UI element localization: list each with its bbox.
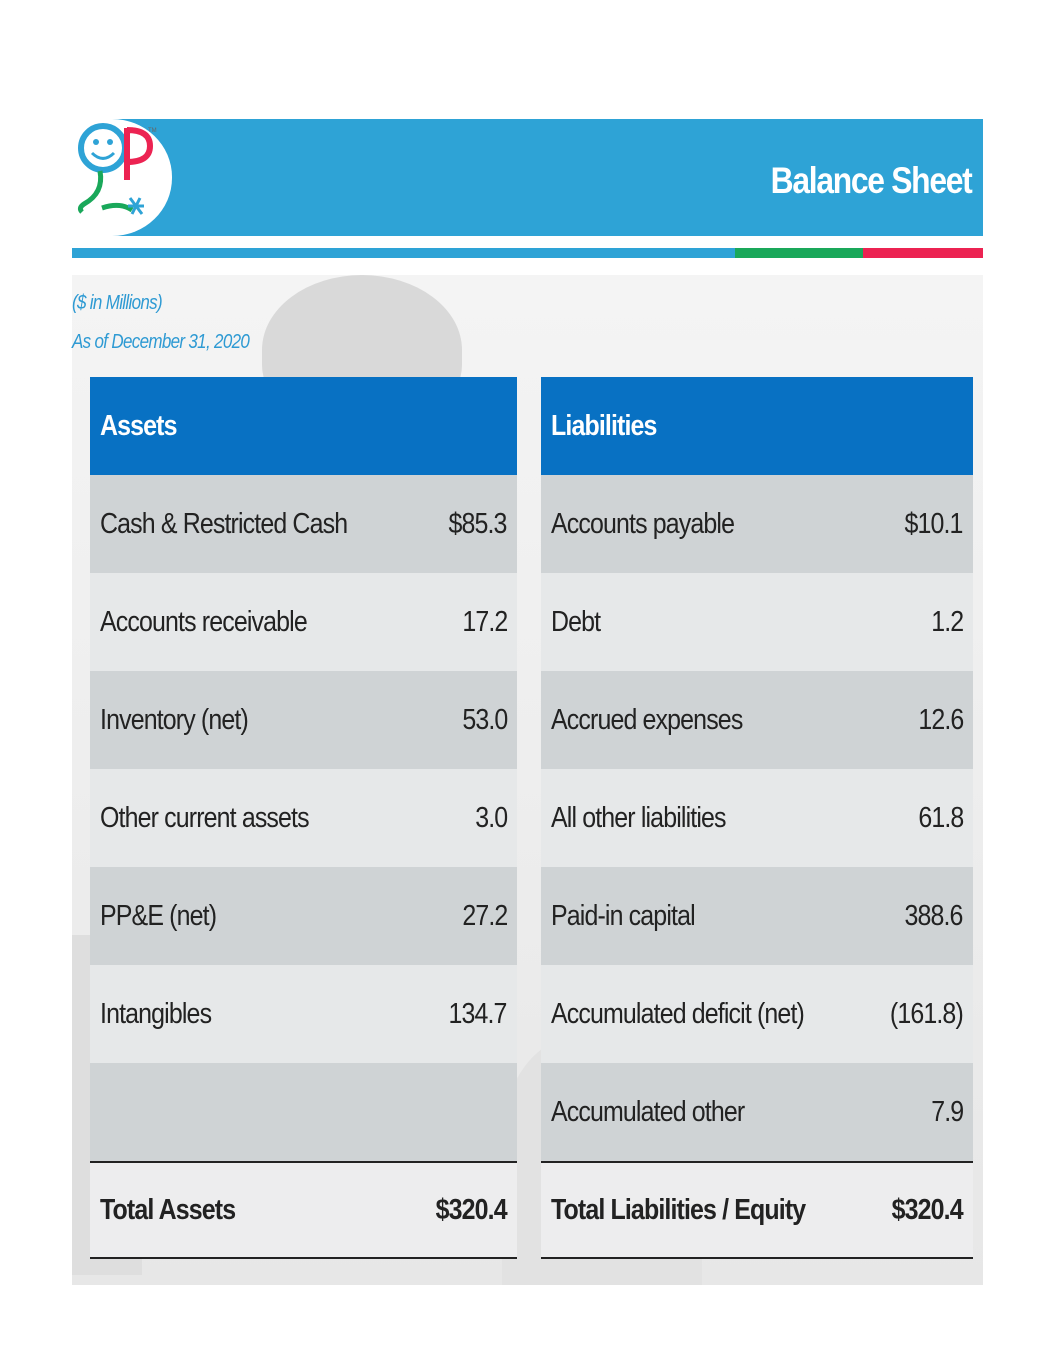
liabilities-table — [541, 377, 973, 1259]
row-label: Accumulated other — [551, 1095, 745, 1128]
table-row — [541, 965, 973, 1063]
row-label: Cash & Restricted Cash — [100, 507, 348, 540]
as-of-date: As of December 31, 2020 — [72, 331, 250, 353]
row-value: 12.6 — [917, 703, 963, 736]
total-row — [90, 1161, 517, 1259]
smiley-p-logo-icon — [70, 118, 160, 236]
units-note: ($ in Millions) — [72, 292, 162, 314]
total-value: $320.4 — [891, 1193, 963, 1226]
table-row — [90, 867, 517, 965]
table-row — [541, 475, 973, 573]
accent-rule-blue — [72, 248, 735, 258]
row-value: $85.3 — [448, 507, 507, 540]
table-row — [90, 475, 517, 573]
row-label: Accounts payable — [551, 507, 735, 540]
table-row — [541, 769, 973, 867]
row-value: 1.2 — [930, 605, 963, 638]
row-label: All other liabilities — [551, 801, 726, 834]
row-label: PP&E (net) — [100, 899, 217, 932]
table-row — [90, 573, 517, 671]
liabilities-header-label: Liabilities — [551, 409, 657, 442]
total-label: Total Liabilities / Equity — [551, 1193, 806, 1226]
assets-table — [90, 377, 517, 1259]
total-value: $320.4 — [435, 1193, 507, 1226]
row-label: Other current assets — [100, 801, 309, 834]
row-label: Accounts receivable — [100, 605, 307, 638]
row-value: 53.0 — [461, 703, 507, 736]
row-value: 27.2 — [461, 899, 507, 932]
page-title: Balance Sheet — [770, 160, 971, 201]
row-value: 388.6 — [904, 899, 963, 932]
liabilities-header — [541, 377, 973, 475]
row-label: Intangibles — [100, 997, 212, 1030]
row-label: Accrued expenses — [551, 703, 743, 736]
row-value: (161.8) — [889, 997, 963, 1030]
total-row — [541, 1161, 973, 1259]
table-row — [541, 671, 973, 769]
total-label: Total Assets — [100, 1193, 236, 1226]
assets-header — [90, 377, 517, 475]
assets-header-label: Assets — [100, 409, 177, 442]
row-value: 134.7 — [448, 997, 507, 1030]
row-value: 17.2 — [461, 605, 507, 638]
row-label: Inventory (net) — [100, 703, 248, 736]
row-value: $10.1 — [904, 507, 963, 540]
table-row — [541, 573, 973, 671]
svg-text:TM: TM — [148, 128, 157, 134]
row-label: Accumulated deficit (net) — [551, 997, 804, 1030]
row-value: 61.8 — [917, 801, 963, 834]
row-label: Paid-in capital — [551, 899, 695, 932]
table-row — [541, 867, 973, 965]
table-row — [90, 671, 517, 769]
table-row — [541, 1063, 973, 1161]
table-row — [90, 769, 517, 867]
row-value: 7.9 — [930, 1095, 963, 1128]
row-label: Debt — [551, 605, 601, 638]
table-row — [90, 965, 517, 1063]
row-value: 3.0 — [474, 801, 507, 834]
table-row — [90, 1063, 517, 1161]
accent-rule-red — [863, 248, 983, 258]
accent-rule-green — [735, 248, 863, 258]
